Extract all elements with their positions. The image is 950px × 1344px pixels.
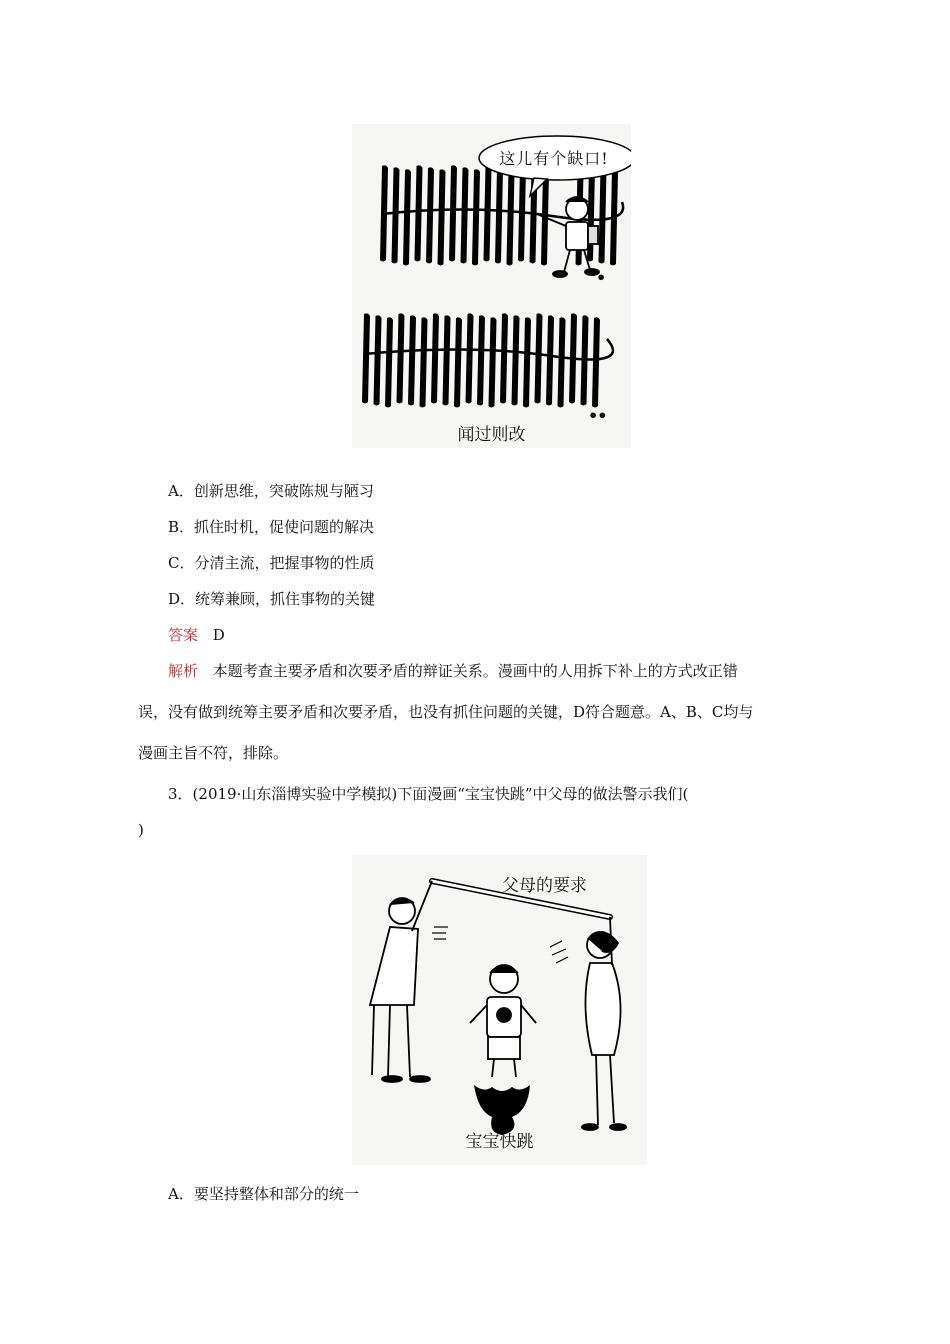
option-d-q2: D．统筹兼顾，抓住事物的关键 <box>168 590 376 608</box>
fence-picket <box>546 315 554 405</box>
fence-picket <box>385 317 393 407</box>
fence-picket <box>466 313 474 403</box>
question3-stem: 3．(2019·山东淄博实验中学模拟)下面漫画“宝宝快跳”中父母的做法警示我们( <box>168 785 689 803</box>
bar-label: 父母的要求 <box>502 876 587 896</box>
answer-line <box>168 625 848 645</box>
analysis-line-1 <box>168 661 848 681</box>
fence-picket <box>489 317 497 407</box>
fence-picket <box>484 165 492 261</box>
marker-single-dot: • <box>596 268 607 287</box>
figure2-caption: 宝宝快跳 <box>465 1132 534 1152</box>
fence-picket <box>431 313 439 403</box>
fence-picket <box>535 313 543 403</box>
fence-picket <box>461 167 469 263</box>
parents-drawing <box>352 855 647 1165</box>
cartoon-fence-image <box>352 124 631 448</box>
fence-picket <box>512 315 520 405</box>
answer-label: 答案 <box>168 626 199 644</box>
fence-picket <box>523 317 531 407</box>
fence-picket <box>443 315 451 405</box>
figure1-caption: 闻过则改 <box>457 425 526 445</box>
fence-picket <box>362 313 370 403</box>
fence-picket <box>449 165 457 261</box>
fence-picket <box>495 167 503 263</box>
fence-picket <box>592 317 600 407</box>
fence-picket <box>403 169 411 265</box>
fence-picket <box>599 167 607 263</box>
option-c-q2: C．分清主流，把握事物的性质 <box>168 554 375 572</box>
option-a-q2: A．创新思维，突破陈规与陋习 <box>168 482 374 500</box>
fence-picket <box>397 313 405 403</box>
fence-drawing <box>352 124 631 448</box>
fence-picket <box>426 167 434 263</box>
fence-picket <box>415 165 423 261</box>
fence-picket <box>420 317 428 407</box>
fence-picket <box>374 315 382 405</box>
answer-value: D <box>212 626 225 644</box>
option-b-q2: B．抓住时机，促使问题的解决 <box>168 518 375 536</box>
fence-picket <box>477 315 485 405</box>
fence-picket <box>392 167 400 263</box>
fence-picket <box>472 169 480 265</box>
speech-bubble-text: 这儿有个缺口! <box>499 149 609 168</box>
analysis-line-2: 误，没有做到统筹主要矛盾和次要矛盾，也没有抓住问题的关键，D符合题意。A、B、C均与 <box>138 703 754 721</box>
cartoon-parents-image <box>352 855 647 1165</box>
fence-picket <box>500 313 508 403</box>
fence-picket <box>558 317 566 407</box>
fence-picket <box>408 315 416 405</box>
fence-picket <box>438 169 446 265</box>
marker-double-dot: •• <box>588 406 607 425</box>
fence-picket <box>507 169 515 265</box>
analysis-text-1: 本题考查主要矛盾和次要矛盾的辩证关系。漫画中的人用拆下补上的方式改正错 <box>212 662 738 680</box>
fence-picket <box>454 317 462 407</box>
analysis-line-3: 漫画主旨不符，排除。 <box>138 744 289 762</box>
option-a-q3: A．要坚持整体和部分的统一 <box>168 1185 359 1203</box>
question3-paren-close: ) <box>138 821 144 839</box>
analysis-label: 解析 <box>168 662 199 680</box>
